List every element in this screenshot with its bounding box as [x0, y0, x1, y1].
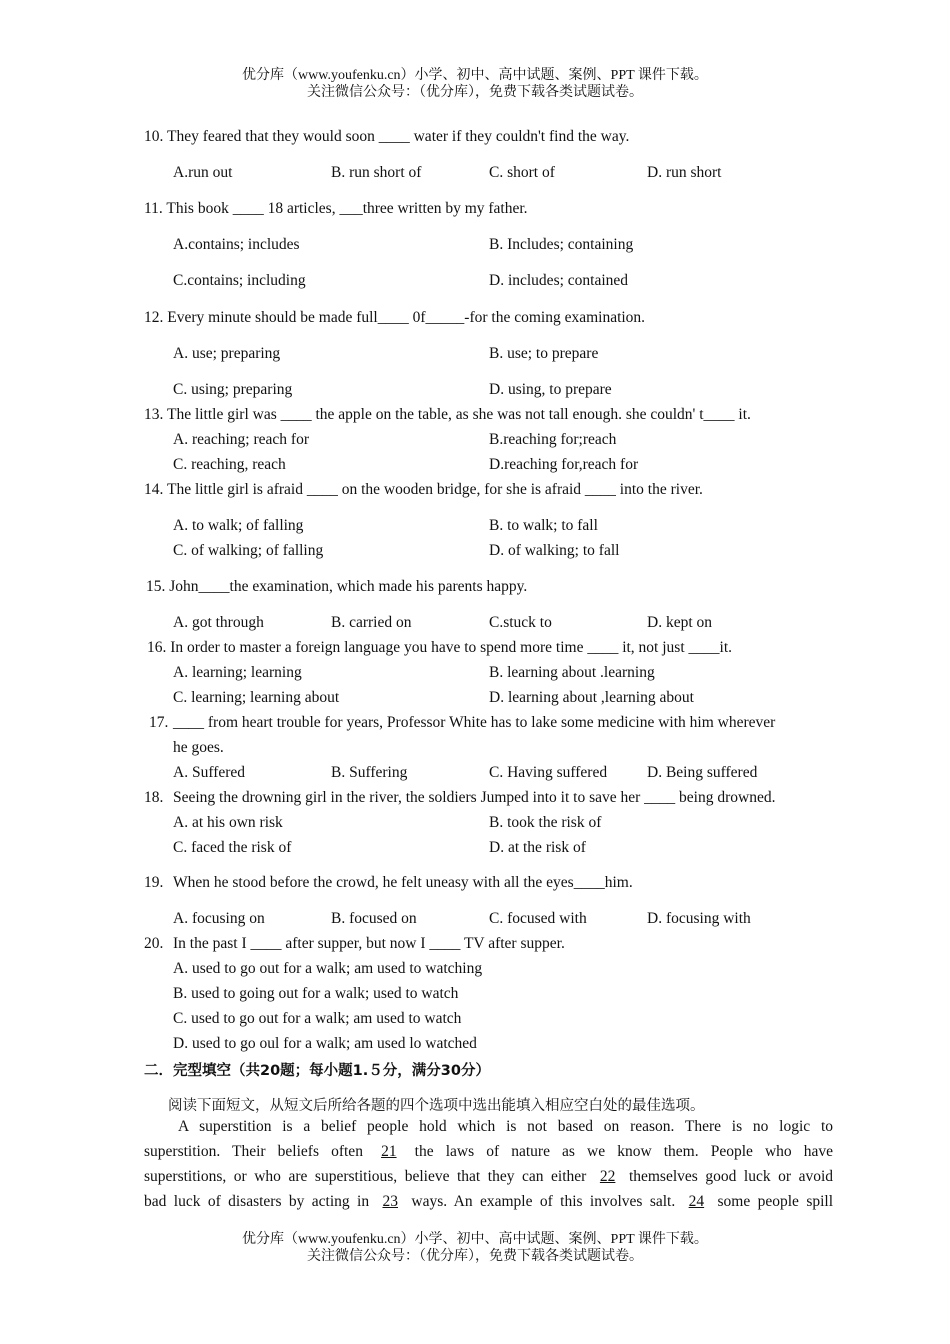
- option-a: A. Suffered: [173, 764, 246, 781]
- question-stem: 13. The little girl was ____ the apple on the table, as she was not tall enough. she couldn' t____ it.: [144, 406, 751, 423]
- option-b: B. used to going out for a walk; used to watch: [173, 985, 459, 1002]
- question-stem: 14. The little girl is afraid ____ on the wooden bridge, for she is afraid ____ into the river.: [144, 481, 703, 498]
- option-b: B. run short of: [331, 164, 422, 181]
- option-a: A.run out: [173, 164, 233, 181]
- option-a: A. got through: [173, 614, 264, 631]
- question-number: 18.: [144, 789, 164, 806]
- option-d: D. used to go oul for a walk; am used lo watched: [173, 1035, 477, 1052]
- passage-line: [144, 1189, 833, 1214]
- option-d: D. includes; contained: [489, 272, 629, 289]
- question-stem: 11. This book ____ 18 articles, ___three written by my father.: [144, 200, 528, 217]
- page-footer: [0, 1231, 950, 1265]
- option-b: B. learning about .learning: [489, 664, 655, 681]
- passage-line: [144, 1139, 833, 1164]
- option-c: C. used to go out for a walk; am used to watch: [173, 1010, 462, 1027]
- header-line-2: 关注微信公众号：（优分库），免费下载各类试题试卷。: [307, 85, 643, 100]
- option-a: A. used to go out for a walk; am used to watching: [173, 960, 483, 977]
- question-stem-continued: he goes.: [173, 739, 224, 756]
- blank-23: 23: [382, 1193, 398, 1210]
- question-number: 20.: [144, 935, 164, 952]
- option-c: C. focused with: [489, 910, 587, 927]
- passage-text: some people spill: [717, 1193, 834, 1210]
- question-stem: Seeing the drowning girl in the river, the soldiers Jumped into it to save her ____ being drowned.: [173, 789, 776, 806]
- option-d: D. run short: [647, 164, 722, 181]
- option-c: C.contains; including: [173, 272, 306, 289]
- option-a: A. reaching; reach for: [173, 431, 309, 448]
- option-a: A. at his own risk: [173, 814, 283, 831]
- blank-21: 21: [381, 1143, 397, 1160]
- option-c: C. short of: [489, 164, 555, 181]
- option-a: A.contains; includes: [173, 236, 300, 253]
- option-c: C. faced the risk of: [173, 839, 292, 856]
- option-b: B. carried on: [331, 614, 412, 631]
- option-d: D. using, to prepare: [489, 381, 612, 398]
- option-c: C. reaching, reach: [173, 456, 286, 473]
- cloze-passage: [144, 1114, 833, 1214]
- footer-line-1: 优分库（www.youfenku.cn）小学、初中、高中试题、案例、PPT 课件下载。: [242, 1232, 708, 1247]
- option-d: D.reaching for,reach for: [489, 456, 639, 473]
- passage-line: [144, 1114, 833, 1139]
- question-number: 19.: [144, 874, 164, 891]
- option-b: B. to walk; to fall: [489, 517, 598, 534]
- option-d: D. learning about ,learning about: [489, 689, 694, 706]
- option-b: B. took the risk of: [489, 814, 602, 831]
- question-number: 17.: [149, 714, 169, 731]
- option-a: A. learning; learning: [173, 664, 302, 681]
- question-stem: 15. John____the examination, which made his parents happy.: [146, 578, 528, 595]
- option-a: A. focusing on: [173, 910, 265, 927]
- page-header: [0, 67, 950, 101]
- section-instruction: 阅读下面短文，从短文后所给各题的四个选项中选出能填入相应空白处的最佳选项。: [168, 1098, 705, 1114]
- option-d: D. of walking; to fall: [489, 542, 620, 559]
- passage-text: superstitions, or who are superstitious, believe that they can either: [144, 1168, 587, 1185]
- blank-24: 24: [688, 1193, 705, 1210]
- option-c: C. learning; learning about: [173, 689, 340, 706]
- option-b: B. use; to prepare: [489, 345, 599, 362]
- option-a: A. to walk; of falling: [173, 517, 304, 534]
- passage-text: A superstition is a belief people hold which is not based on reason. There is no logic to: [178, 1118, 833, 1135]
- option-a: A. use; preparing: [173, 345, 281, 362]
- question-stem: When he stood before the crowd, he felt uneasy with all the eyes____him.: [173, 874, 633, 891]
- option-b: B.reaching for;reach: [489, 431, 617, 448]
- question-stem: In the past I ____ after supper, but now I ____ TV after supper.: [173, 935, 565, 952]
- option-b: B. focused on: [331, 910, 417, 927]
- option-b: B. Includes; containing: [489, 236, 634, 253]
- passage-text: superstition. Their beliefs often: [144, 1143, 363, 1160]
- passage-text: ways. An example of this involves salt.: [411, 1193, 676, 1210]
- option-d: D. kept on: [647, 614, 713, 631]
- option-c: C. of walking; of falling: [173, 542, 324, 559]
- option-d: D. at the risk of: [489, 839, 586, 856]
- option-b: B. Suffering: [331, 764, 408, 781]
- option-d: D. Being suffered: [647, 764, 758, 781]
- section-title: 二．完型填空（共20题；每小题1.５分，满分30分）: [144, 1063, 490, 1079]
- header-line-1: 优分库（www.youfenku.cn）小学、初中、高中试题、案例、PPT 课件下载。: [242, 68, 708, 83]
- option-c: C. using; preparing: [173, 381, 293, 398]
- footer-line-2: 关注微信公众号：（优分库），免费下载各类试题试卷。: [307, 1249, 643, 1264]
- blank-22: 22: [599, 1168, 616, 1185]
- question-stem: 10. They feared that they would soon ____ water if they couldn't find the way.: [144, 128, 630, 145]
- question-stem: ____ from heart trouble for years, Professor White has to lake some medicine with him wherever: [173, 714, 776, 731]
- question-stem: 16. In order to master a foreign language you have to spend more time ____ it, not just ____it.: [147, 639, 732, 656]
- option-d: D. focusing with: [647, 910, 751, 927]
- passage-line: [144, 1164, 833, 1189]
- option-c: C. Having suffered: [489, 764, 608, 781]
- passage-text: the laws of nature as we know them. People who have: [414, 1143, 834, 1160]
- question-stem: 12. Every minute should be made full____ 0f_____-for the coming examination.: [144, 309, 646, 326]
- passage-text: themselves good luck or avoid: [628, 1168, 834, 1185]
- passage-text: bad luck of disasters by acting in: [144, 1193, 370, 1210]
- option-c: C.stuck to: [489, 614, 552, 631]
